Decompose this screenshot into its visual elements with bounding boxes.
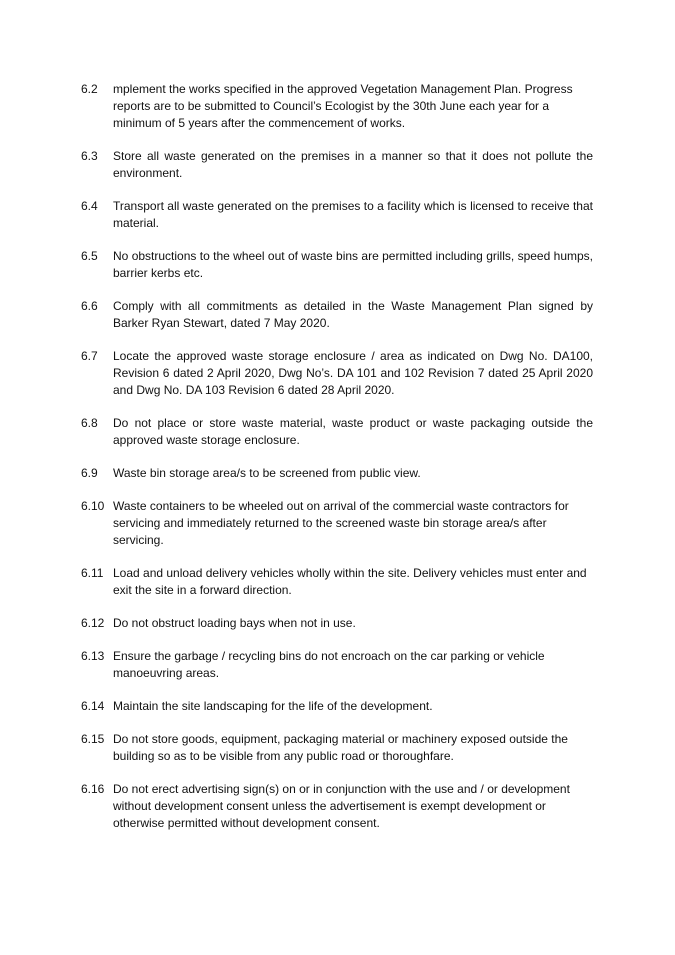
clause-number: 6.3	[81, 149, 98, 163]
clause-text: Load and unload delivery vehicles wholly within the site. Delivery vehicles must enter and exit the site in a forward direction.	[113, 566, 587, 597]
clause-text: Do not erect advertising sign(s) on or in conjunction with the use and / or development without development consent unless the advertisement is exempt development or otherwise permitted without development consent.	[113, 782, 570, 830]
clause-text: Waste bin storage area/s to be screened from public view.	[113, 466, 421, 480]
clause-number: 6.2	[81, 82, 98, 96]
clause-text: Do not obstruct loading bays when not in use.	[113, 616, 356, 630]
clause-6-4	[81, 198, 593, 232]
clause-number: 6.6	[81, 299, 98, 313]
clause-text: Ensure the garbage / recycling bins do not encroach on the car parking or vehicle manoeuvring areas.	[113, 649, 545, 680]
clause-text: Waste containers to be wheeled out on arrival of the commercial waste contractors for servicing and immediately returned to the screened waste bin storage area/s after servicing.	[113, 499, 569, 547]
clause-number: 6.12	[81, 616, 105, 630]
clause-6-10	[81, 498, 593, 549]
clause-text: Do not store goods, equipment, packaging material or machinery exposed outside the building so as to be visible from any public road or thoroughfare.	[113, 732, 568, 763]
clause-number: 6.9	[81, 466, 98, 480]
clause-text: Store all waste generated on the premises in a manner so that it does not pollute the environment.	[113, 149, 593, 180]
clause-number: 6.15	[81, 732, 105, 746]
clause-number: 6.7	[81, 349, 98, 363]
clause-6-15	[81, 731, 593, 765]
conditions-list	[81, 81, 593, 848]
clause-6-9	[81, 465, 593, 482]
clause-6-5	[81, 248, 593, 282]
clause-6-11	[81, 565, 593, 599]
clause-number: 6.8	[81, 416, 98, 430]
clause-6-14	[81, 698, 593, 715]
clause-number: 6.4	[81, 199, 98, 213]
clause-text: Locate the approved waste storage enclosure / area as indicated on Dwg No. DA100, Revision 6 dated 2 April 2020, Dwg No’s. DA 101 and 102 Revision 7 dated 25 April 2020 and Dwg No. DA 103 Revision 6 dated 28 April 2020.	[113, 349, 593, 397]
clause-number: 6.13	[81, 649, 105, 663]
clause-6-16	[81, 781, 593, 832]
clause-number: 6.5	[81, 249, 98, 263]
clause-6-8	[81, 415, 593, 449]
clause-6-3	[81, 148, 593, 182]
clause-6-12	[81, 615, 593, 632]
clause-text: Maintain the site landscaping for the life of the development.	[113, 699, 433, 713]
clause-text: Transport all waste generated on the premises to a facility which is licensed to receive that material.	[113, 199, 593, 230]
clause-number: 6.10	[81, 499, 105, 513]
clause-text: Do not place or store waste material, waste product or waste packaging outside the approved waste storage enclosure.	[113, 416, 593, 447]
clause-6-7	[81, 348, 593, 399]
clause-6-6	[81, 298, 593, 332]
clause-text: Comply with all commitments as detailed in the Waste Management Plan signed by Barker Ryan Stewart, dated 7 May 2020.	[113, 299, 593, 330]
clause-number: 6.16	[81, 782, 105, 796]
clause-6-2	[81, 81, 593, 132]
clause-number: 6.14	[81, 699, 105, 713]
clause-number: 6.11	[81, 566, 104, 580]
clause-text: mplement the works specified in the approved Vegetation Management Plan. Progress reports are to be submitted to Council’s Ecologist by the 30th June each year for a minimum of 5 years after the commencement of works.	[113, 82, 573, 130]
clause-6-13	[81, 648, 593, 682]
clause-text: No obstructions to the wheel out of waste bins are permitted including grills, speed humps, barrier kerbs etc.	[113, 249, 593, 280]
